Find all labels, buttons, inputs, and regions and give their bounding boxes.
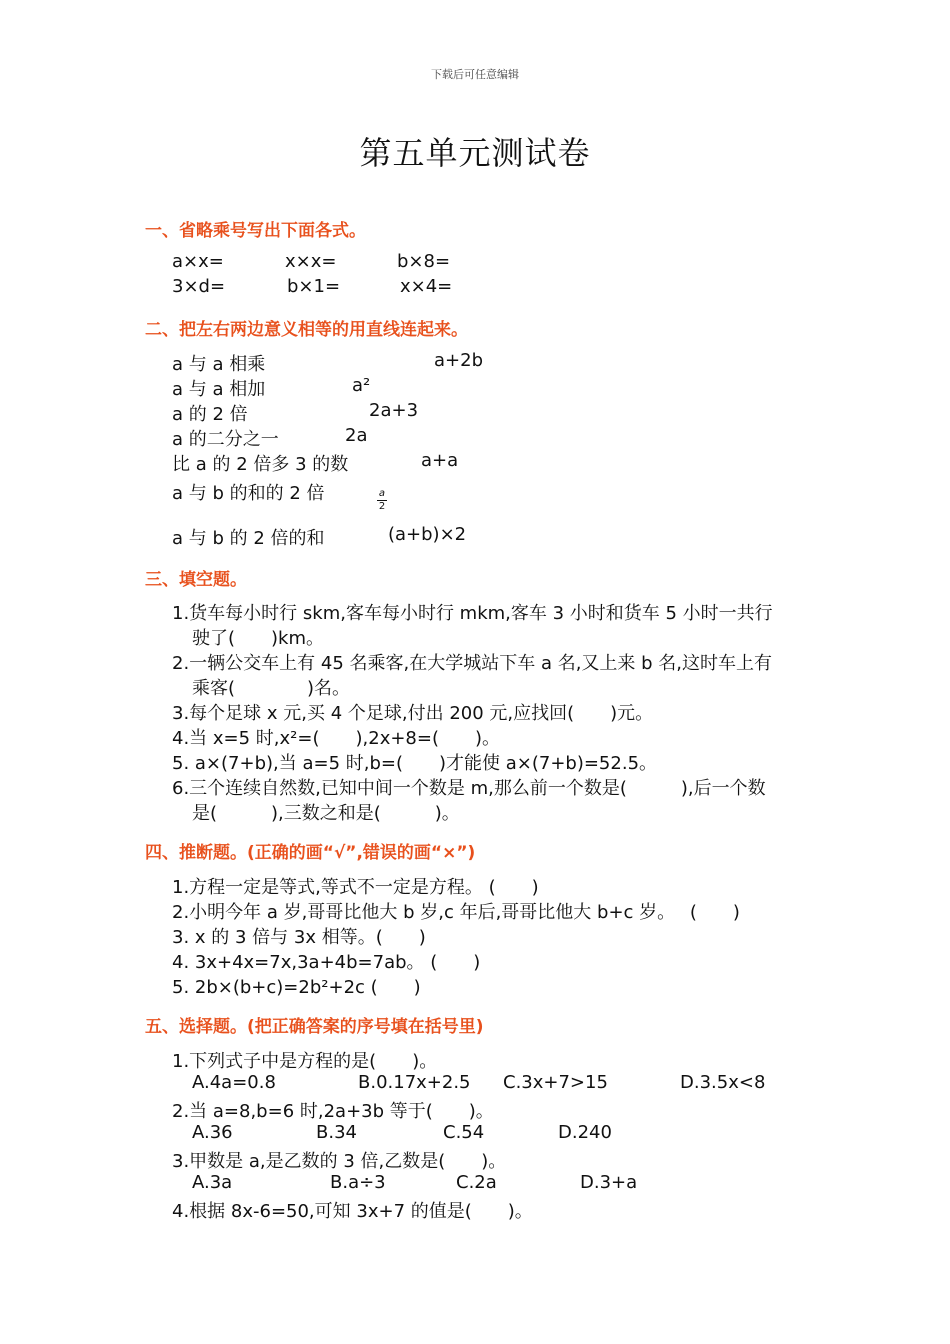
section-1-heading: 一、省略乘号写出下面各式。 <box>145 221 366 241</box>
s3-question-1: 1.货车每小时行 skm,客车每小时行 mkm,客车 3 小时和货车 5 小时一共行 <box>172 603 773 624</box>
s5-q3-option-b: B.a÷3 <box>330 1172 386 1193</box>
section-5-heading: 五、选择题。(把正确答案的序号填在括号里) <box>145 1017 484 1037</box>
s3-question-3: 3.每个足球 x 元,买 4 个足球,付出 200 元,应找回( )元。 <box>172 703 654 724</box>
s5-question-3: 3.甲数是 a,是乙数的 3 倍,乙数是( )。 <box>172 1151 507 1172</box>
s2-left-item: 比 a 的 2 倍多 3 的数 <box>172 454 349 475</box>
s2-left-item: a 与 a 相加 <box>172 379 266 400</box>
s5-q1-option-d: D.3.5x<8 <box>680 1072 766 1093</box>
s5-q2-option-c: C.54 <box>443 1122 485 1143</box>
s2-left-item: a 的二分之一 <box>172 429 279 450</box>
s5-q2-option-a: A.36 <box>192 1122 233 1143</box>
s1-item: a×x= <box>172 251 224 272</box>
s5-q1-option-c: C.3x+7>15 <box>503 1072 608 1093</box>
s5-q3-option-c: C.2a <box>456 1172 497 1193</box>
s5-q3-option-a: A.3a <box>192 1172 233 1193</box>
s4-item: 3. x 的 3 倍与 3x 相等。( ) <box>172 927 426 948</box>
header-note: 下载后可任意编辑 <box>431 68 519 81</box>
s1-item: b×8= <box>397 251 451 272</box>
section-4-heading: 四、推断题。(正确的画“√”,错误的画“×”) <box>145 843 476 863</box>
s2-right-fraction <box>377 481 387 513</box>
fraction-denominator: 2 <box>378 501 386 512</box>
s5-q1-option-b: B.0.17x+2.5 <box>358 1072 471 1093</box>
s5-q2-option-b: B.34 <box>316 1122 357 1143</box>
section-3-heading: 三、填空题。 <box>145 570 247 590</box>
s5-question-2: 2.当 a=8,b=6 时,2a+3b 等于( )。 <box>172 1101 494 1122</box>
s2-right-item: a+2b <box>434 350 483 371</box>
s1-item: b×1= <box>287 276 341 297</box>
s3-question-6: 6.三个连续自然数,已知中间一个数是 m,那么前一个数是( ),后一个数 <box>172 778 766 799</box>
s2-right-item: a² <box>352 375 371 396</box>
s1-item: x×x= <box>285 251 337 272</box>
s5-q2-option-d: D.240 <box>558 1122 612 1143</box>
s3-question-5: 5. a×(7+b),当 a=5 时,b=( )才能使 a×(7+b)=52.5。 <box>172 753 658 774</box>
s3-question-1-cont: 驶了( )km。 <box>192 628 325 649</box>
s1-item: 3×d= <box>172 276 226 297</box>
s4-item: 4. 3x+4x=7x,3a+4b=7ab。 ( ) <box>172 952 481 973</box>
s2-left-item: a 与 a 相乘 <box>172 354 266 375</box>
s5-question-4: 4.根据 8x-6=50,可知 3x+7 的值是( )。 <box>172 1201 533 1222</box>
s4-item: 2.小明今年 a 岁,哥哥比他大 b 岁,c 年后,哥哥比他大 b+c 岁。 ( ) <box>172 902 740 923</box>
s3-question-2-cont: 乘客( )名。 <box>192 678 351 699</box>
s2-right-item: a+a <box>421 450 459 471</box>
s5-q1-option-a: A.4a=0.8 <box>192 1072 276 1093</box>
s2-left-item: a 与 b 的和的 2 倍 <box>172 483 325 504</box>
s2-left-item: a 的 2 倍 <box>172 404 248 425</box>
s5-question-1: 1.下列式子中是方程的是( )。 <box>172 1051 438 1072</box>
section-2-heading: 二、把左右两边意义相等的用直线连起来。 <box>145 320 468 340</box>
s2-right-item: (a+b)×2 <box>388 524 467 545</box>
s4-item: 1.方程一定是等式,等式不一定是方程。 ( ) <box>172 877 539 898</box>
s4-item: 5. 2b×(b+c)=2b²+2c ( ) <box>172 977 421 998</box>
s3-question-4: 4.当 x=5 时,x²=( ),2x+8=( )。 <box>172 728 501 749</box>
s5-q3-option-d: D.3+a <box>580 1172 638 1193</box>
s2-right-item: 2a <box>345 425 368 446</box>
fraction-numerator: a <box>378 488 386 499</box>
s3-question-2: 2.一辆公交车上有 45 名乘客,在大学城站下车 a 名,又上来 b 名,这时车上有 <box>172 653 773 674</box>
s3-question-6-cont: 是( ),三数之和是( )。 <box>192 803 460 824</box>
s2-left-item: a 与 b 的 2 倍的和 <box>172 528 325 549</box>
s2-right-item: 2a+3 <box>369 400 419 421</box>
page-title: 第五单元测试卷 <box>359 134 591 172</box>
s1-item: x×4= <box>400 276 453 297</box>
